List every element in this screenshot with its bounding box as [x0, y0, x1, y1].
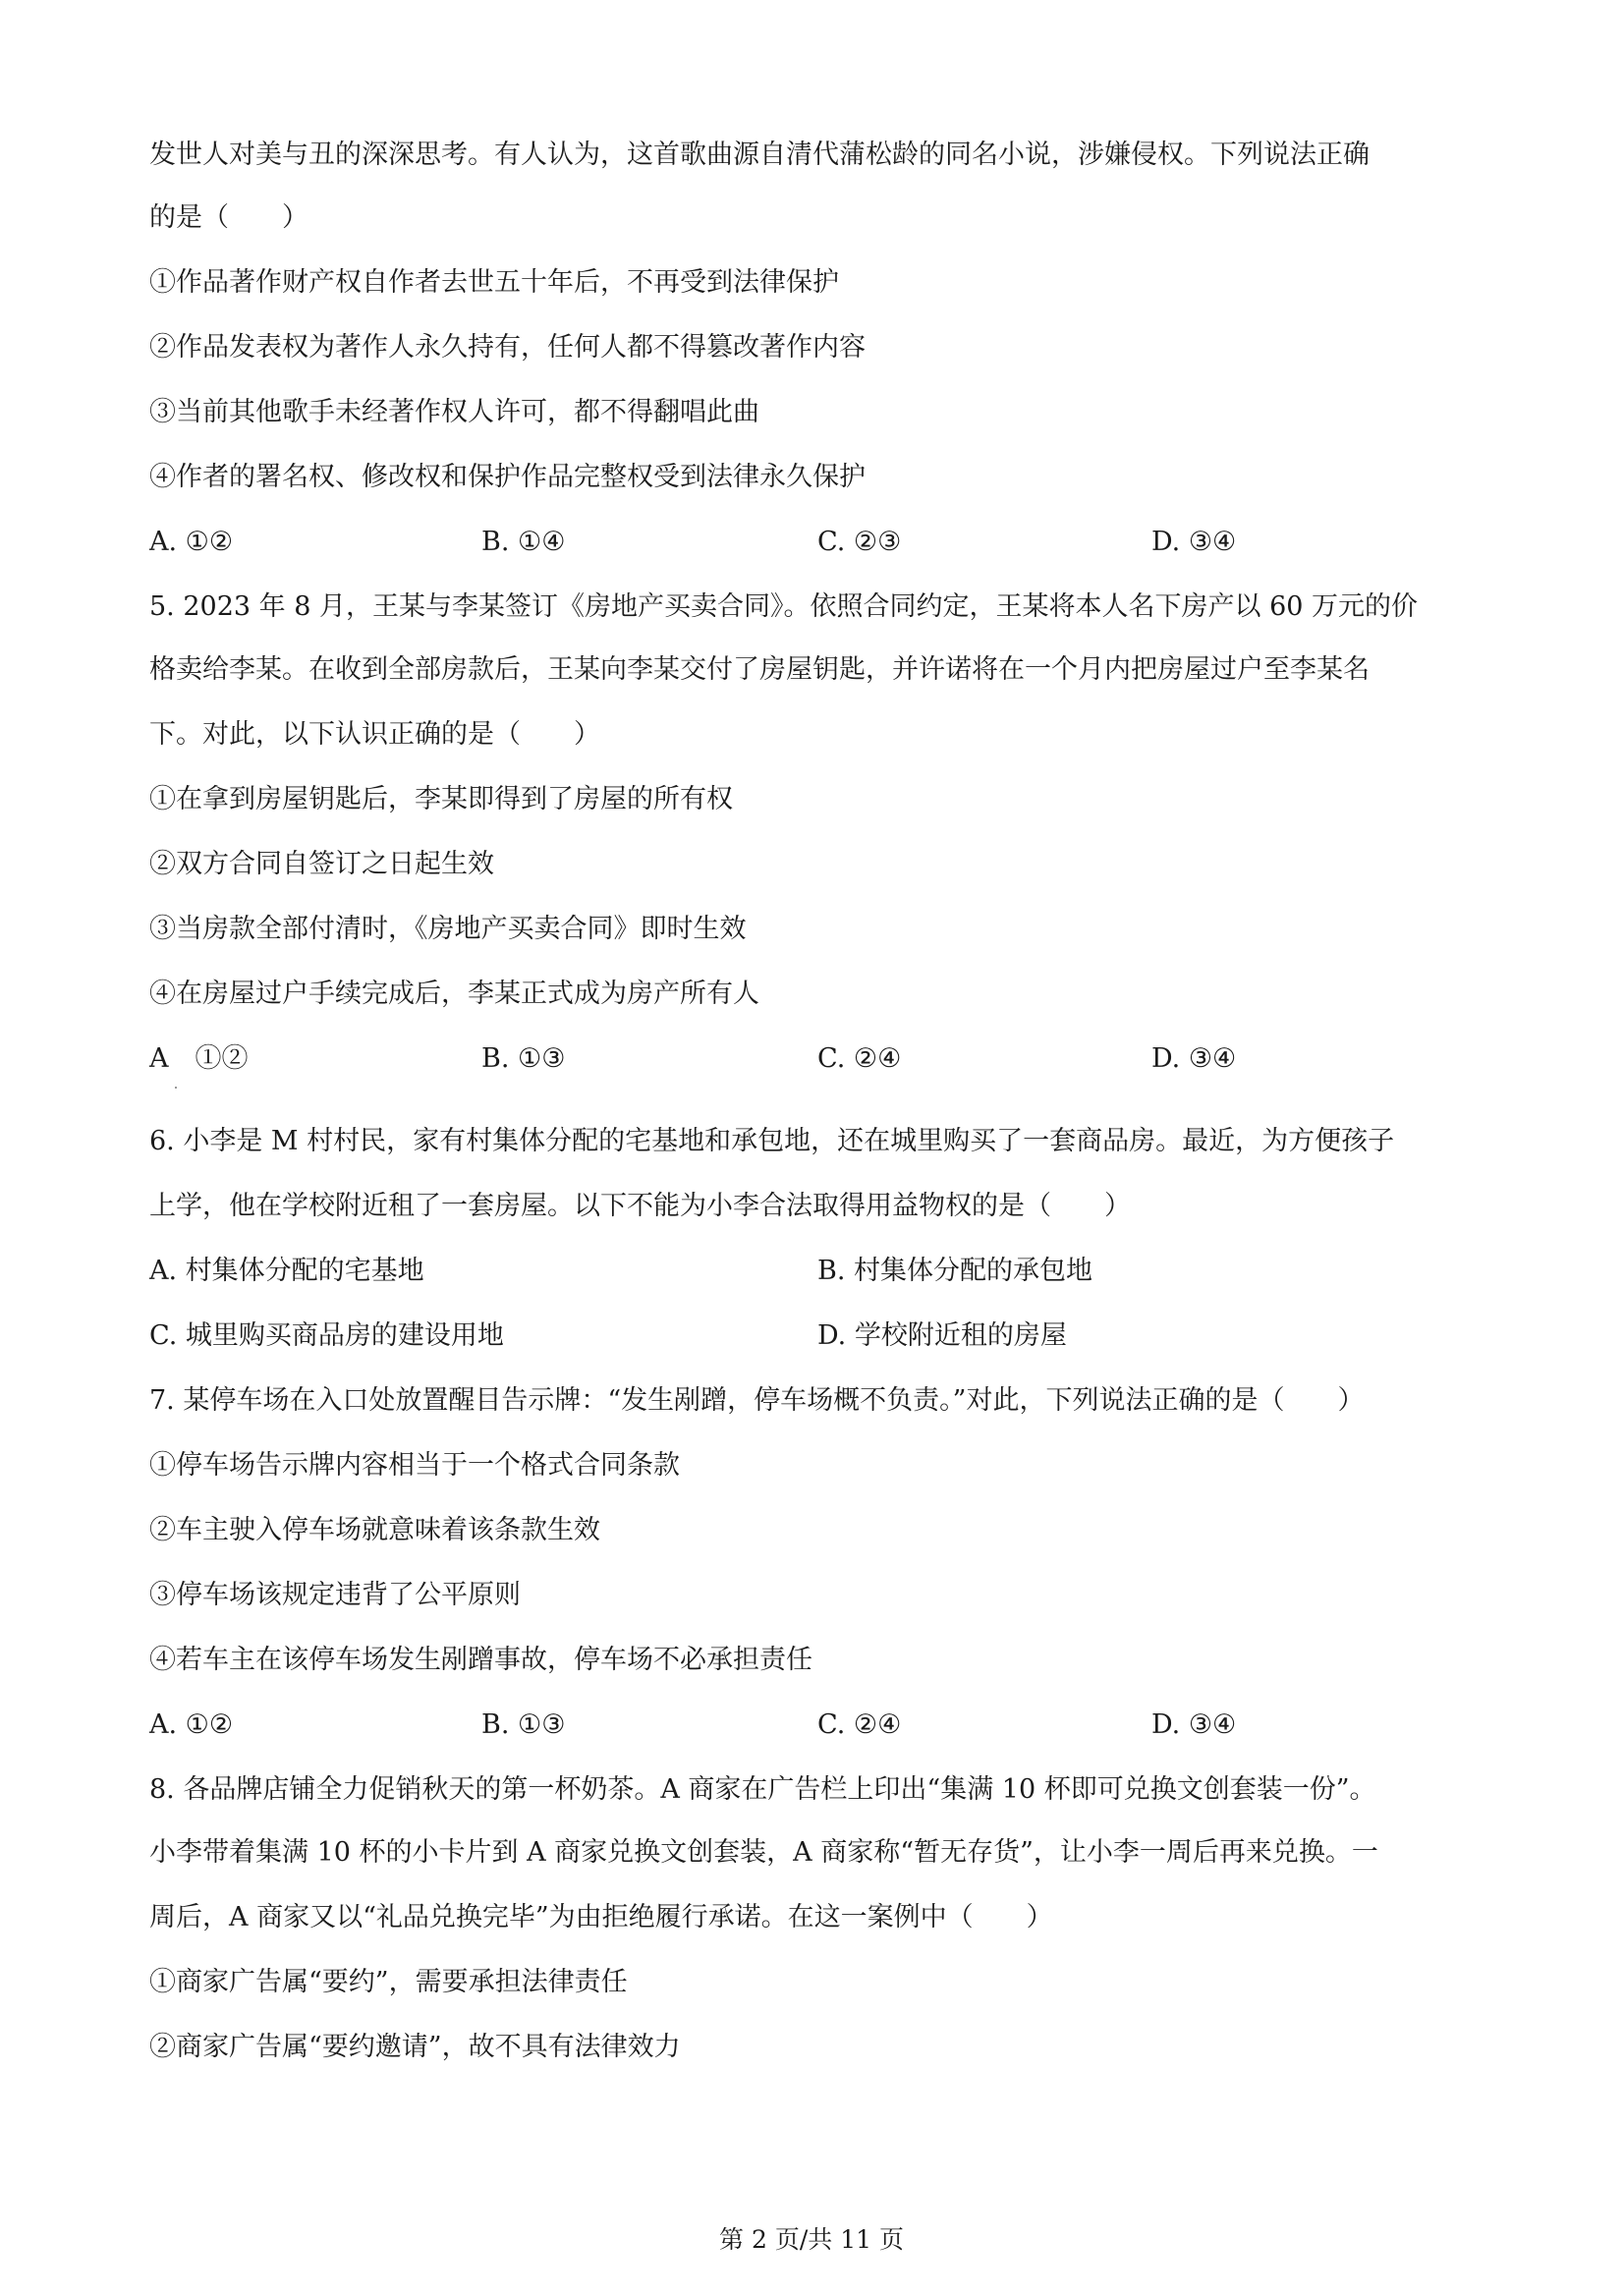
- q4-statement-1: ①作品著作财产权自作者去世五十年后，不再受到法律保护: [149, 267, 839, 298]
- q7-option-c: C. ②④: [817, 1709, 902, 1740]
- q6-stem-line-2: 上学，他在学校附近租了一套房屋。以下不能为小李合法取得用益物权的是（ ）: [149, 1191, 1131, 1221]
- stray-dot-mark: [175, 1087, 177, 1089]
- q4-option-d: D. ③④: [1151, 527, 1237, 557]
- q5-option-a: A ①②: [149, 1043, 249, 1074]
- q4-statement-2: ②作品发表权为著作人永久持有，任何人都不得篡改著作内容: [149, 332, 866, 363]
- q8-statement-1: ①商家广告属“要约”，需要承担法律责任: [149, 1967, 628, 1997]
- q6-option-d: D. 学校附近租的房屋: [817, 1320, 1067, 1351]
- q5-statement-4: ④在房屋过户手续完成后，李某正式成为房产所有人: [149, 979, 759, 1009]
- q7-option-d: D. ③④: [1151, 1709, 1237, 1740]
- q8-statement-2: ②商家广告属“要约邀请”，故不具有法律效力: [149, 2032, 681, 2062]
- q7-statement-3: ③停车场该规定违背了公平原则: [149, 1580, 521, 1610]
- q4-statement-4: ④作者的署名权、修改权和保护作品完整权受到法律永久保护: [149, 462, 866, 492]
- q7-stem-line-1: 7. 某停车场在入口处放置醒目告示牌：“发生剐蹭，停车场概不负责。”对此，下列说法正确的是（ ）: [149, 1385, 1365, 1416]
- q8-stem-line-2: 小李带着集满 10 杯的小卡片到 A 商家兑换文创套装，A 商家称“暂无存货”，让小李一周后再来兑换。一: [149, 1837, 1378, 1868]
- q4-option-a: A. ①②: [149, 527, 234, 557]
- q5-stem-line-3: 下。对此，以下认识正确的是（ ）: [149, 719, 600, 750]
- q6-option-a: A. 村集体分配的宅基地: [149, 1256, 424, 1286]
- q5-option-b: B. ①③: [481, 1043, 566, 1074]
- q8-stem-line-1: 8. 各品牌店铺全力促销秋天的第一杯奶茶。A 商家在广告栏上印出“集满 10 杯即可兑换文创套装一份”。: [149, 1774, 1376, 1805]
- q5-statement-3: ③当房款全部付清时，《房地产买卖合同》即时生效: [149, 914, 747, 944]
- q6-option-b: B. 村集体分配的承包地: [817, 1256, 1093, 1286]
- q5-option-d: D. ③④: [1151, 1043, 1237, 1074]
- q5-stem-line-1: 5. 2023 年 8 月，王某与李某签订《房地产买卖合同》。依照合同约定，王某将本人名下房产以 60 万元的价: [149, 591, 1419, 622]
- q4-stem-line-1: 发世人对美与丑的深深思考。有人认为，这首歌曲源自清代蒲松龄的同名小说，涉嫌侵权。下列说法正确: [149, 140, 1370, 170]
- q8-stem-line-3: 周后，A 商家又以“礼品兑换完毕”为由拒绝履行承诺。在这一案例中（ ）: [149, 1902, 1053, 1932]
- q7-statement-2: ②车主驶入停车场就意味着该条款生效: [149, 1515, 600, 1545]
- q7-statement-1: ①停车场告示牌内容相当于一个格式合同条款: [149, 1450, 680, 1481]
- q5-statement-2: ②双方合同自签订之日起生效: [149, 849, 494, 879]
- q7-option-b: B. ①③: [481, 1709, 566, 1740]
- q5-stem-line-2: 格卖给李某。在收到全部房款后，王某向李某交付了房屋钥匙，并许诺将在一个月内把房屋过户至李某名: [149, 654, 1370, 685]
- q6-stem-line-1: 6. 小李是 M 村村民，家有村集体分配的宅基地和承包地，还在城里购买了一套商品房。最近，为方便孩子: [149, 1126, 1395, 1156]
- q4-stem-line-2: 的是（ ）: [149, 202, 308, 233]
- q7-statement-4: ④若车主在该停车场发生剐蹭事故，停车场不必承担责任: [149, 1645, 812, 1675]
- q5-option-c: C. ②④: [817, 1043, 902, 1074]
- q6-option-c: C. 城里购买商品房的建设用地: [149, 1320, 504, 1351]
- page-number-footer: 第 2 页/共 11 页: [719, 2225, 904, 2254]
- q5-statement-1: ①在拿到房屋钥匙后，李某即得到了房屋的所有权: [149, 784, 733, 814]
- q4-statement-3: ③当前其他歌手未经著作权人许可，都不得翻唱此曲: [149, 397, 759, 427]
- q7-option-a: A. ①②: [149, 1709, 234, 1740]
- q4-option-c: C. ②③: [817, 527, 902, 557]
- q4-option-b: B. ①④: [481, 527, 566, 557]
